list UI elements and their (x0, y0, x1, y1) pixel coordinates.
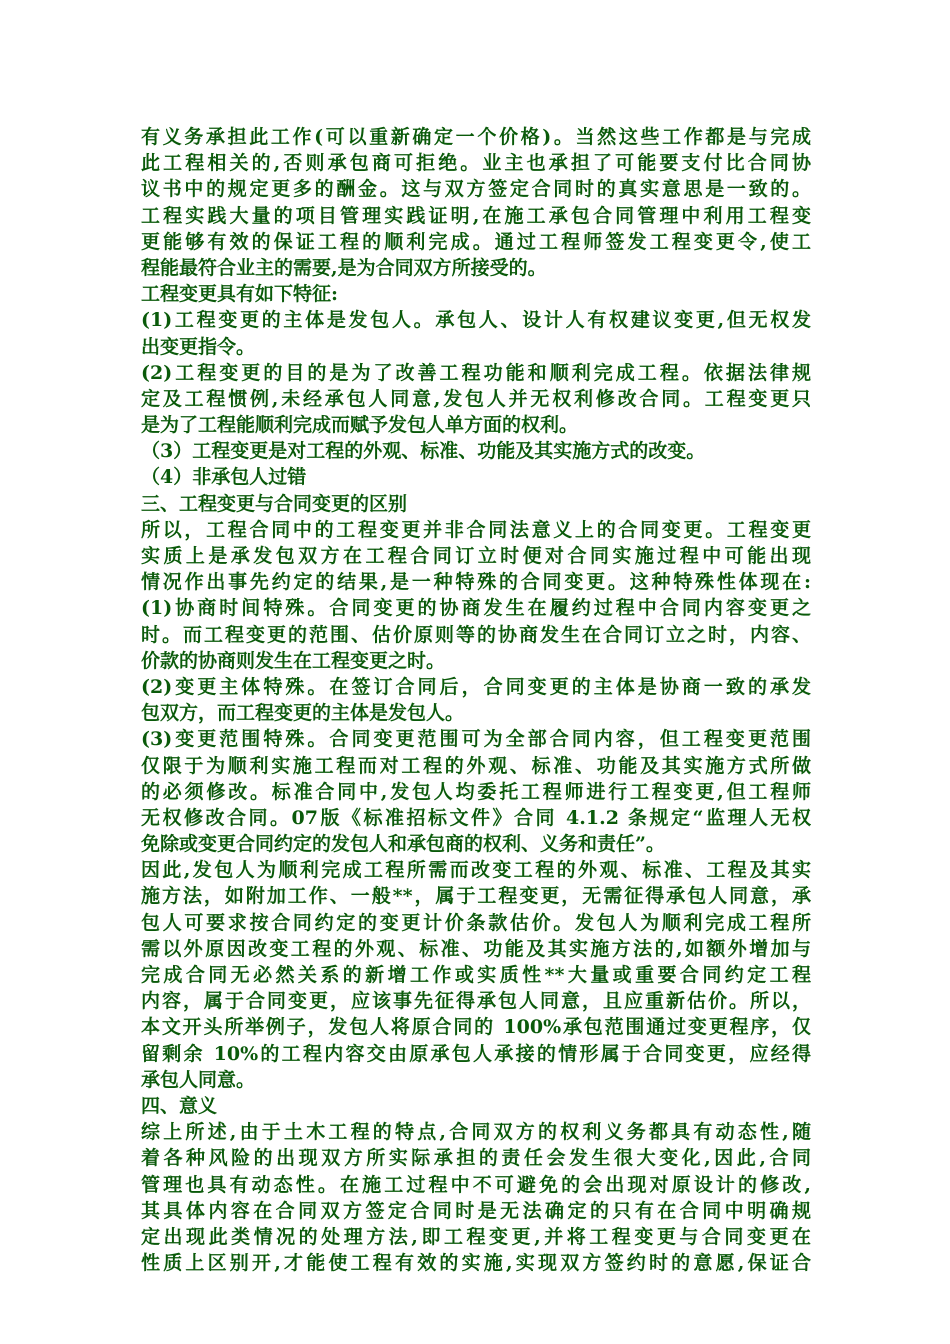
text-line: 承包人同意。 (141, 1068, 256, 1091)
text-line: 出变更指令。 (141, 335, 256, 358)
text-line: （4）非承包人过错 (141, 466, 307, 489)
text-line: (2)变更主体特殊。在签订合同后，合同变更的主体是协商一致的承发 (141, 675, 811, 698)
text-line: 有义务承担此工作(可以重新确定一个价格)。当然这些工作都是与完成 (141, 126, 811, 148)
text-line: 着各种风险的出现双方所实际承担的责任会发生很大变化,因此,合同 (141, 1147, 811, 1170)
text-line: 更能够有效的保证工程的顺利完成。通过工程师签发工程变更令,使工 (141, 230, 811, 253)
text-line: 管理也具有动态性。在施工过程中不可避免的会出现对原设计的修改, (141, 1173, 811, 1196)
text-line: 需以外原因改变工程的外观、标准、功能及其实施方法的,如额外增加与 (141, 937, 811, 960)
text-line: (3)变更范围特殊。合同变更范围可为全部合同内容，但工程变更范围 (141, 728, 811, 751)
text-line: 的必须修改。标准合同中,发包人均委托工程师进行工程变更,但工程师 (141, 780, 811, 803)
text-line: 工程实践大量的项目管理实践证明,在施工承包合同管理中利用工程变 (141, 204, 811, 227)
text-line: 无权修改合同。07版《标准招标文件》合同 4.1.2 条规定“监理人无权 (141, 806, 811, 829)
text-line: 程能最符合业主的需要,是为合同双方所接受的。 (141, 256, 547, 279)
text-line: 定及工程惯例,未经承包人同意,发包人并无权利修改合同。工程变更只 (141, 387, 811, 410)
text-line: 因此,发包人为顺利完成工程所需而改变工程的外观、标准、工程及其实 (141, 859, 811, 882)
text-line: 所以，工程合同中的工程变更并非合同法意义上的合同变更。工程变更 (141, 518, 811, 541)
text-line: 实质上是承发包双方在工程合同订立时便对合同实施过程中可能出现 (141, 545, 811, 567)
text-line: 仅限于为顺利实施工程而对工程的外观、标准、功能及其实施方式所做 (141, 754, 811, 777)
text-line: 三、工程变更与合同变更的区别 (141, 492, 408, 515)
text-line: 性质上区别开,才能使工程有效的实施,实现双方签约时的意愿,保证合 (141, 1252, 811, 1275)
document-body (141, 124, 811, 1276)
text-line: 免除或变更合同约定的发包人和承包商的权利、义务和责任”。 (141, 833, 665, 856)
text-line: (1)协商时间特殊。合同变更的协商发生在履约过程中合同内容变更之 (141, 597, 811, 620)
text-line: 包双方，而工程变更的主体是发包人。 (141, 702, 465, 725)
text-line: 留剩余 10%的工程内容交由原承包人承接的情形属于合同变更，应经得 (141, 1042, 811, 1065)
text-line: 此工程相关的,否则承包商可拒绝。业主也承担了可能要支付比合同协 (141, 152, 811, 175)
text-line: （3）工程变更是对工程的外观、标准、功能及其实施方式的改变。 (141, 440, 706, 463)
text-line: 四、意义 (141, 1094, 218, 1117)
text-line: 其具体内容在合同双方签定合同时是无法确定的只有在合同中明确规 (141, 1199, 811, 1222)
text-line: 是为了工程能顺利完成而赋予发包人单方面的权利。 (141, 414, 579, 437)
text-line: (2)工程变更的目的是为了改善工程功能和顺利完成工程。依据法律规 (141, 361, 811, 384)
text-line: 情况作出事先约定的结果,是一种特殊的合同变更。这种特殊性体现在: (141, 571, 811, 594)
text-line: 完成合同无必然关系的新增工作或实质性**大量或重要合同约定工程 (141, 964, 811, 986)
text-line: (1)工程变更的主体是发包人。承包人、设计人有权建议变更,但无权发 (141, 309, 811, 332)
text-line: 定出现此类情况的处理方法,即工程变更,并将工程变更与合同变更在 (141, 1225, 811, 1248)
text-line: 施方法，如附加工作、一般**，属于工程变更，无需征得承包人同意，承 (141, 885, 811, 908)
text-line: 本文开头所举例子，发包人将原合同的 100%承包范围通过变更程序，仅 (141, 1016, 811, 1039)
text-line: 综上所述,由于土木工程的特点,合同双方的权利义务都具有动态性,随 (141, 1121, 811, 1144)
text-line: 价款的协商则发生在工程变更之时。 (141, 649, 446, 672)
text-line: 工程变更具有如下特征: (141, 283, 339, 306)
text-line: 包人可要求按合同约定的变更计价条款估价。发包人为顺利完成工程所 (141, 911, 811, 934)
text-line: 内容，属于合同变更，应该事先征得承包人同意，且应重新估价。所以， (141, 990, 811, 1013)
text-line: 议书中的规定更多的酬金。这与双方签定合同时的真实意思是一致的。 (141, 178, 811, 201)
text-line: 时。而工程变更的范围、估价原则等的协商发生在合同订立之时，内容、 (141, 623, 811, 646)
